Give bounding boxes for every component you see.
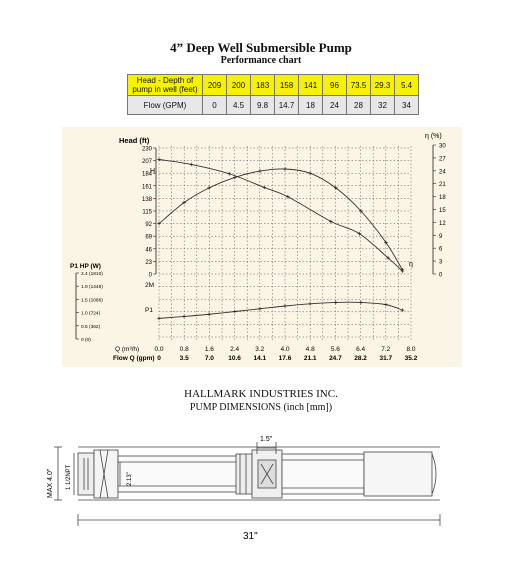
head-cell: 183: [251, 75, 275, 96]
flow-label-cell: Flow (GPM): [128, 96, 203, 115]
length-dimension: 31": [243, 531, 258, 542]
curve-p1-label: P1: [145, 307, 153, 314]
head-tick-label: 161: [141, 184, 152, 191]
gpm-tick-label: 28.2: [354, 355, 367, 362]
series-line-0: [159, 160, 402, 272]
power-tick-label: 1.0 (724): [81, 311, 101, 317]
series-line-1: [159, 169, 402, 270]
q-tick-label: 1.6: [204, 346, 214, 353]
flow-cell: 28: [347, 96, 371, 115]
head-tick-label: 184: [141, 171, 152, 178]
q-tick-label: 8.0: [406, 346, 416, 353]
chart-grid: [159, 146, 411, 341]
power-axis-label: P1 HP (W): [70, 263, 101, 270]
head-tick-label: 23: [145, 259, 152, 266]
gpm-tick-label: 17.6: [278, 355, 292, 362]
eff-tick-label: 6: [439, 246, 443, 253]
head-cell: 200: [227, 75, 251, 96]
eff-tick-label: 0: [439, 272, 443, 279]
eff-tick-label: 21: [439, 182, 446, 189]
data-point: [258, 169, 262, 173]
q-tick-label: 4.8: [305, 346, 315, 353]
data-point: [262, 186, 266, 190]
thread-dimension: 1 1/2NPT: [66, 464, 72, 490]
head-cell: 5.4: [395, 75, 419, 96]
head-tick-label: 92: [145, 222, 152, 229]
gpm-tick-label: 21.1: [303, 355, 317, 362]
head-cell: 209: [203, 75, 227, 96]
chart-axes: [76, 144, 446, 363]
data-point: [283, 167, 287, 171]
pump-dimension-drawing: [0, 420, 522, 570]
head-cell: 141: [299, 75, 323, 96]
data-point: [401, 308, 405, 312]
head-tick-label: 115: [142, 209, 152, 216]
data-point: [207, 186, 211, 190]
chart-curves: [157, 158, 404, 320]
company-name: HALLMARK INDUSTRIES INC.: [184, 388, 338, 400]
data-point: [384, 303, 388, 307]
gpm-tick-label: 24.7: [329, 355, 342, 362]
data-point: [334, 301, 338, 305]
head-tick-label: 207: [141, 159, 152, 166]
eff-tick-label: 3: [439, 259, 443, 266]
gpm-tick-label: 31.7: [379, 355, 393, 362]
flow-cell: 9.8: [251, 96, 275, 115]
eff-tick-label: 12: [439, 220, 446, 227]
flow-cell: 14.7: [275, 96, 299, 115]
eff-axis-label: η (%): [425, 133, 442, 140]
curve-2m-label: 2M: [145, 282, 155, 289]
power-tick-label: 1.5 (1086): [81, 298, 103, 304]
flow-cell: 34: [395, 96, 419, 115]
flow-cell: 32: [371, 96, 395, 115]
curve-h-label: H: [150, 168, 156, 175]
power-tick-label: 0.5 (362): [81, 324, 101, 330]
head-tick-label: 138: [141, 196, 152, 203]
gpm-tick-label: 10.6: [228, 355, 241, 362]
gpm-tick-label: 35.2: [404, 355, 418, 362]
q-tick-label: 4.0: [280, 346, 290, 353]
data-point: [286, 195, 290, 199]
gpm-tick-label: 7.0: [204, 355, 214, 362]
head-cell: 73.5: [347, 75, 371, 96]
curve-eta-label: η: [409, 261, 413, 268]
flow-cell: 24: [323, 96, 347, 115]
q-axis-label: Q (m³/h): [115, 346, 140, 353]
flow-cell: 0: [203, 96, 227, 115]
dimensions-title: PUMP DIMENSIONS (inch [mm]): [189, 402, 333, 413]
flow-cell: 4.5: [227, 96, 251, 115]
q-tick-label: 2.4: [230, 346, 240, 353]
eff-tick-label: 18: [439, 195, 446, 202]
head-tick-label: 230: [141, 146, 152, 153]
flow-cell: 18: [299, 96, 323, 115]
height-dimension: 2.13": [127, 472, 133, 486]
series-line-2: [159, 302, 402, 318]
q-tick-label: 3.2: [255, 346, 265, 353]
q-tick-label: 5.6: [330, 346, 340, 353]
gpm-tick-label: 14.1: [253, 355, 267, 362]
q-tick-label: 0.8: [179, 346, 189, 353]
data-point: [308, 171, 312, 175]
gpm-tick-label: 3.5: [179, 355, 189, 362]
eff-tick-label: 15: [439, 208, 446, 214]
data-point: [227, 172, 231, 176]
head-tick-label: 0: [148, 272, 152, 279]
q-tick-label: 7.2: [381, 346, 391, 353]
eff-tick-label: 9: [439, 233, 443, 240]
eff-tick-label: 27: [439, 156, 446, 163]
gpm-tick-label: 0: [157, 355, 161, 362]
data-point: [157, 317, 161, 321]
data-point: [233, 310, 237, 314]
page-title: 4” Deep Well Submersible Pump: [170, 40, 352, 55]
head-cell: 96: [323, 75, 347, 96]
data-point: [189, 163, 193, 167]
power-tick-label: 1.9 (1448): [81, 285, 103, 291]
data-point: [182, 315, 186, 319]
outlet-dimension: 1.5": [260, 436, 273, 443]
data-point: [258, 307, 262, 311]
power-tick-label: 2.4 (1810): [81, 272, 103, 277]
eff-tick-label: 24: [439, 169, 446, 176]
data-point: [283, 304, 287, 308]
flow-axis-label: Flow Q (gpm): [113, 355, 155, 362]
head-cell: 29.3: [371, 75, 395, 96]
data-point: [359, 301, 363, 305]
head-axis-label: Head (ft): [119, 136, 150, 145]
q-tick-label: 0.0: [154, 346, 164, 353]
head-tick-label: 46: [145, 247, 152, 254]
diameter-dimension: MAX 4.0": [47, 468, 54, 498]
data-point: [308, 302, 312, 306]
q-tick-label: 6.4: [356, 346, 366, 353]
eff-tick-label: 30: [439, 143, 446, 150]
head-label-cell: Head - Depth of pump in well (feet): [128, 75, 203, 96]
head-cell: 158: [275, 75, 299, 96]
page-subtitle: Performance chart: [220, 55, 302, 66]
data-point: [207, 312, 211, 316]
head-tick-label: 69: [145, 234, 152, 241]
data-point: [329, 220, 333, 224]
power-tick-label: 0 (0): [81, 338, 91, 343]
